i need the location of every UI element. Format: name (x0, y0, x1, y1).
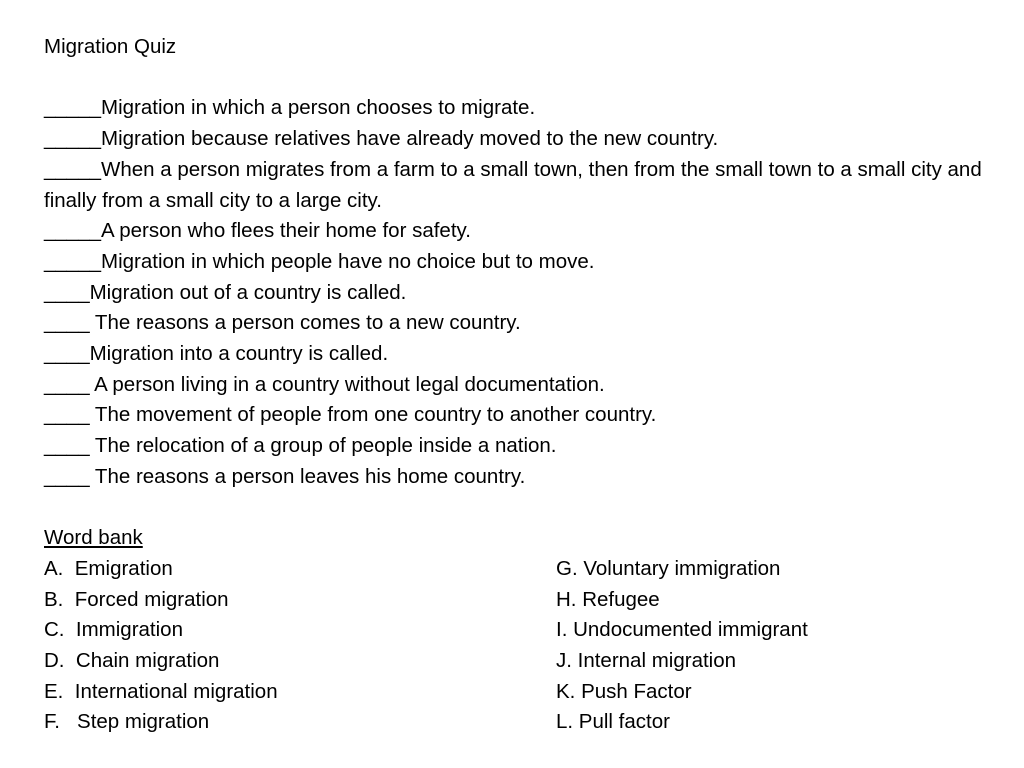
question-item: ____ The reasons a person comes to a new country. (44, 311, 521, 335)
question-item: ____ A person living in a country without legal documentation. (44, 372, 605, 396)
word-bank-item: C. Immigration (44, 618, 183, 642)
word-bank (44, 554, 994, 738)
question-item: ____ The reasons a person leaves his home country. (44, 464, 526, 488)
word-bank-item: F. Step migration (44, 710, 210, 734)
word-bank-item: K. Push Factor (556, 679, 692, 703)
question-item: _____A person who flees their home for safety. (44, 219, 471, 243)
quiz-page (44, 32, 994, 738)
word-bank-item: L. Pull factor (556, 710, 670, 734)
question-list (44, 93, 994, 492)
question-item: ____ The relocation of a group of people inside a nation. (44, 434, 557, 458)
question-item: ____Migration out of a country is called. (44, 280, 407, 304)
spacer (44, 493, 994, 524)
question-item: ____Migration into a country is called. (44, 342, 389, 366)
page-title: Migration Quiz (44, 35, 177, 58)
question-item: _____Migration because relatives have already moved to the new country. (44, 127, 719, 151)
question-item: ____ The movement of people from one country to another country. (44, 403, 657, 427)
word-bank-item: A. Emigration (44, 556, 173, 580)
word-bank-left-column (44, 554, 278, 738)
spacer (44, 63, 994, 94)
word-bank-item: J. Internal migration (556, 649, 737, 673)
word-bank-item: G. Voluntary immigration (556, 556, 781, 580)
word-bank-title: Word bank (44, 526, 143, 550)
word-bank-right-column (556, 554, 808, 738)
word-bank-item: D. Chain migration (44, 649, 220, 673)
word-bank-item: B. Forced migration (44, 587, 229, 611)
word-bank-item: I. Undocumented immigrant (556, 618, 808, 642)
question-item: _____Migration in which people have no choice but to move. (44, 249, 595, 273)
question-item: _____When a person migrates from a farm to a small town, then from the small town to a small city and finally from a small city to a large city. (44, 157, 988, 212)
word-bank-item: E. International migration (44, 679, 278, 703)
word-bank-item: H. Refugee (556, 587, 660, 611)
question-item: _____Migration in which a person chooses to migrate. (44, 96, 536, 120)
